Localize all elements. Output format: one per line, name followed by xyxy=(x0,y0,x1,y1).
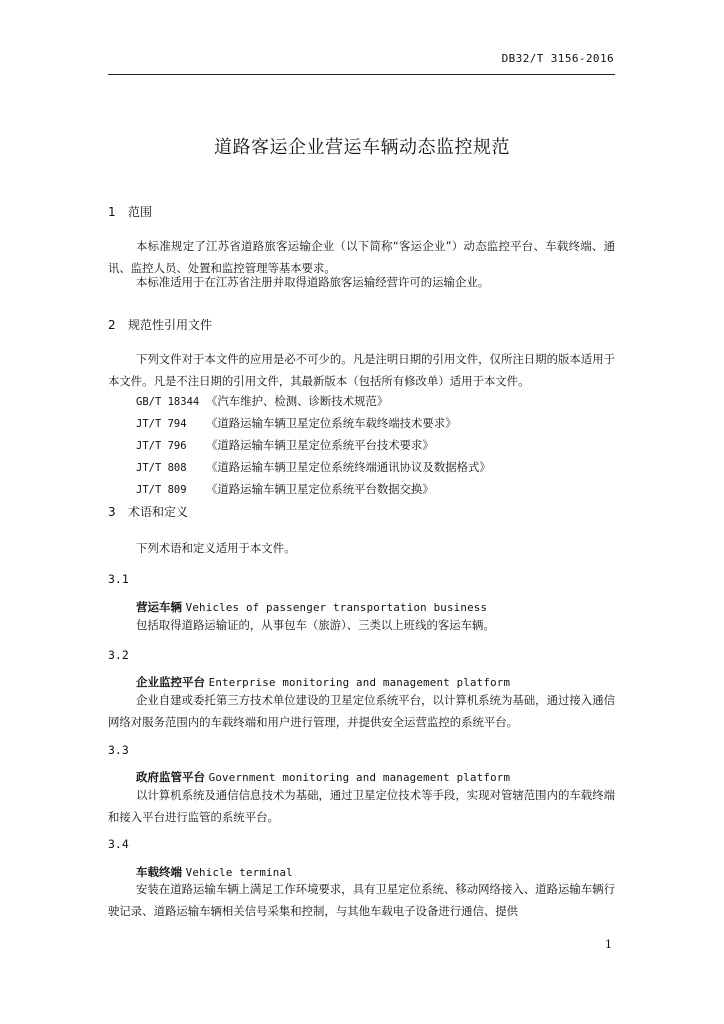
section-title: 范围 xyxy=(128,205,153,219)
term-name-en: Enterprise monitoring and management platform xyxy=(208,676,511,689)
terms-intro: 下列术语和定义适用于本文件。 xyxy=(136,541,296,555)
reference-code: GB/T 18344 xyxy=(136,396,200,408)
term-definition: 包括取得道路运输证的，从事包车（旅游）、三类以上班线的客运车辆。 xyxy=(136,618,495,632)
reference-item xyxy=(136,393,388,409)
page-number: 1 xyxy=(605,938,612,951)
section-number: 1 xyxy=(108,205,116,219)
reference-code: JT/T 794 xyxy=(136,418,187,430)
term-definition: 安装在道路运输车辆上满足工作环境要求，具有卫星定位系统、移动网络接入、道路运输车辆行驶记录、道路运输车辆相关信号采集和控制，与其他车载电子设备进行通信、提供 xyxy=(108,882,615,918)
term-definition: 以计算机系统及通信信息技术为基础，通过卫星定位技术等手段，实现对管辖范围内的车载终端和接入平台进行监管的系统平台。 xyxy=(108,788,615,824)
term-heading xyxy=(136,599,487,615)
reference-item xyxy=(136,481,434,497)
reference-code: JT/T 796 xyxy=(136,440,187,452)
term-name-zh: 企业监控平台 xyxy=(136,675,205,689)
document-title: 道路客运企业营运车辆动态监控规范 xyxy=(214,137,510,158)
reference-item xyxy=(136,415,457,431)
term-name-en: Government monitoring and management platform xyxy=(208,771,511,784)
term-heading xyxy=(136,864,293,880)
reference-code: JT/T 808 xyxy=(136,462,187,474)
term-name-en: Vehicle terminal xyxy=(185,866,293,879)
reference-title: 《道路运输车辆卫星定位系统平台技术要求》 xyxy=(206,438,434,452)
term-name-en: Vehicles of passenger transportation business xyxy=(185,601,488,614)
section-heading-3 xyxy=(108,503,188,520)
normative-intro: 下列文件对于本文件的应用是必不可少的。凡是注明日期的引用文件，仅所注日期的版本适用于本文件。凡是不注日期的引用文件，其最新版本（包括所有修改单）适用于本文件。 xyxy=(108,352,615,388)
section-title: 规范性引用文件 xyxy=(128,318,213,332)
standard-code: DB32/T 3156-2016 xyxy=(501,52,614,65)
reference-title: 《道路运输车辆卫星定位系统车载终端技术要求》 xyxy=(206,416,457,430)
reference-title: 《汽车维护、检测、诊断技术规范》 xyxy=(206,394,389,408)
section-heading-1 xyxy=(108,203,152,220)
term-heading xyxy=(136,674,510,690)
term-name-zh: 车载终端 xyxy=(136,865,182,879)
term-name-zh: 营运车辆 xyxy=(136,600,182,614)
term-heading xyxy=(136,769,510,785)
term-number: 3.2 xyxy=(108,648,129,662)
section-number: 3 xyxy=(108,505,116,519)
term-name-zh: 政府监管平台 xyxy=(136,770,205,784)
header-divider xyxy=(108,74,615,75)
section-number: 2 xyxy=(108,318,116,332)
scope-paragraph-2: 本标准适用于在江苏省注册并取得道路旅客运输经营许可的运输企业。 xyxy=(136,275,490,289)
term-number: 3.3 xyxy=(108,743,129,757)
term-definition: 企业自建或委托第三方技术单位建设的卫星定位系统平台，以计算机系统为基础，通过接入通信网络对服务范围内的车载终端和用户进行管理，并提供安全运营监控的系统平台。 xyxy=(108,693,615,729)
term-number: 3.4 xyxy=(108,837,129,851)
reference-item xyxy=(136,459,491,475)
reference-item xyxy=(136,437,434,453)
reference-title: 《道路运输车辆卫星定位系统平台数据交换》 xyxy=(206,482,434,496)
reference-code: JT/T 809 xyxy=(136,484,187,496)
section-heading-2 xyxy=(108,316,212,333)
scope-paragraph-1: 本标准规定了江苏省道路旅客运输企业（以下简称“客运企业”）动态监控平台、车载终端、通讯、监控人员、处置和监控管理等基本要求。 xyxy=(108,239,615,275)
term-number: 3.1 xyxy=(108,572,129,586)
section-title: 术语和定义 xyxy=(128,505,189,519)
reference-title: 《道路运输车辆卫星定位系统终端通讯协议及数据格式》 xyxy=(206,460,491,474)
